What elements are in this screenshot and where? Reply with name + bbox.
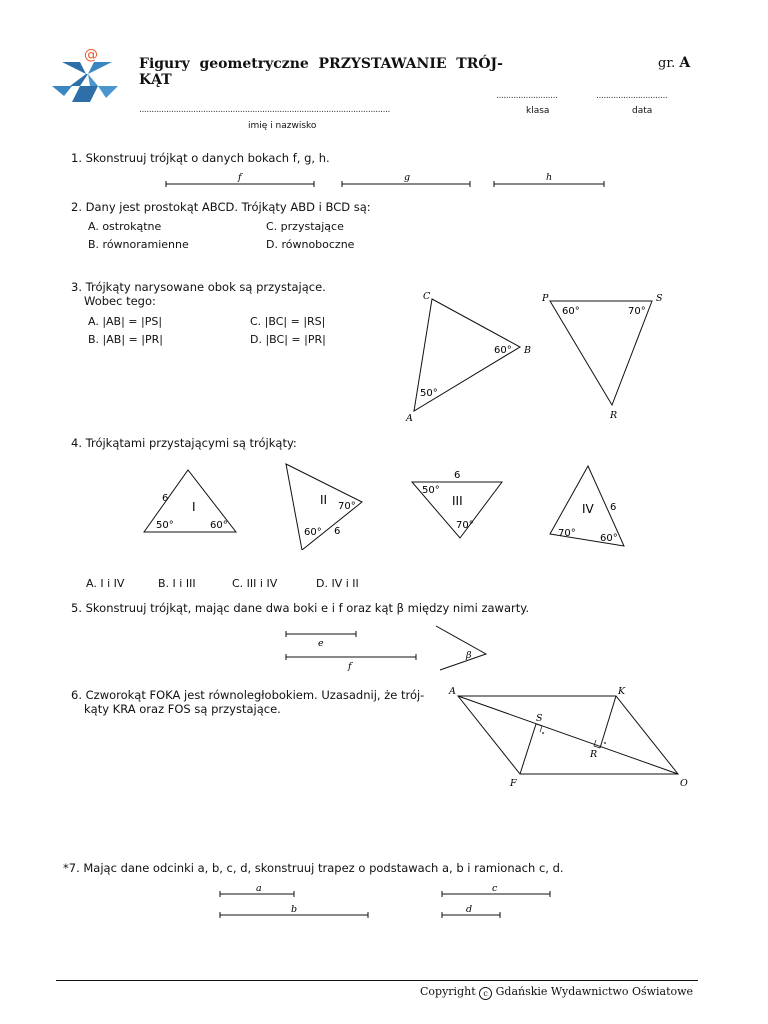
triangle-iii-side: 6 [454, 470, 461, 481]
class-field[interactable]: ......................... [496, 91, 558, 101]
segment-h [494, 172, 604, 187]
date-field-label: data [632, 106, 653, 116]
name-field-label: imię i nazwisko [248, 121, 317, 131]
logo-at-icon: @ [84, 47, 98, 63]
question-4-option-c[interactable]: C. III i IV [232, 577, 278, 590]
angle-beta-label: β [466, 650, 472, 661]
question-5-text: 5. Skonstruuj trójkąt, mając dane dwa boki e i f oraz kąt β między nimi zawarty. [71, 601, 530, 615]
worksheet-title [139, 56, 519, 88]
vertex-p: P [542, 293, 549, 304]
question-4-text: 4. Trójkątami przystającymi są trójkąty: [71, 436, 297, 450]
question-2-option-c[interactable]: C. przystające [266, 220, 344, 233]
question-3-figure [400, 285, 690, 425]
vertex-r6: R [590, 749, 598, 760]
question-2-option-b[interactable]: B. równoramienne [88, 238, 189, 251]
title-line-2: KĄT [139, 72, 172, 88]
question-1-text: 1. Skonstruuj trójkąt o danych bokach f, g, h. [71, 151, 330, 165]
segment-c [442, 883, 550, 897]
question-4-option-d[interactable]: D. IV i II [316, 577, 359, 590]
logo [50, 44, 122, 106]
segment-c-label: c [492, 883, 498, 894]
logo-graphic [50, 44, 122, 106]
vertex-r: R [610, 410, 618, 421]
triangle-i [144, 470, 236, 532]
publisher-name: Gdańskie Wydawnictwo Oświatowe [495, 985, 694, 998]
date-field[interactable]: ............................. [596, 91, 668, 101]
triangle-iv-angle-1: 70° [558, 528, 576, 539]
question-6-figure [440, 680, 700, 792]
question-4-figures [140, 460, 640, 550]
angle-s: 70° [628, 306, 646, 317]
question-1-segments [160, 170, 620, 192]
triangle-ii-side: 6 [334, 526, 341, 537]
question-3-option-d[interactable]: D. |BC| = |PR| [250, 333, 326, 346]
question-4-option-a[interactable]: A. I i IV [86, 577, 125, 590]
question-3-option-b[interactable]: B. |AB| = |PR| [88, 333, 163, 346]
segment-d-label: d [466, 904, 473, 915]
footer-divider [56, 980, 698, 981]
question-3-option-a[interactable]: A. |AB| = |PS| [88, 315, 163, 328]
vertex-o: O [680, 778, 688, 789]
triangle-ii-angle-1: 70° [338, 501, 356, 512]
triangle-iv [550, 466, 624, 546]
segment-f5-label: f [348, 661, 352, 672]
triangle-iii-angle-1: 50° [422, 485, 440, 496]
segment-f-label: f [238, 172, 242, 183]
question-5-figure [280, 620, 500, 672]
triangle-iv-angle-2: 60° [600, 533, 618, 544]
group-letter: A [679, 55, 691, 71]
group-prefix: gr. [658, 56, 676, 71]
segment-g [342, 172, 470, 187]
segment-d [442, 904, 500, 918]
segment-e [286, 631, 356, 649]
question-2-option-d[interactable]: D. równoboczne [266, 238, 355, 251]
copyright-word: Copyright [420, 985, 476, 998]
triangle-iii-angle-2: 70° [456, 520, 474, 531]
group-label [658, 55, 690, 71]
segment-f [166, 172, 314, 187]
question-7-text: *7. Mając dane odcinki a, b, c, d, skonstruuj trapez o podstawach a, b i ramionach c, d. [63, 861, 564, 875]
question-3-text-line-2: Wobec tego: [84, 294, 156, 308]
angle-a: 50° [420, 388, 438, 399]
triangle-i-angle-2: 60° [210, 520, 228, 531]
triangle-iii [412, 470, 502, 538]
vertex-c: C [423, 291, 431, 302]
question-6-text-line-1: 6. Czworokąt FOKA jest równoległobokiem. Uzasadnij, że trój- [71, 688, 425, 702]
segment-a [220, 883, 294, 897]
question-6-text-line-2: kąty KRA oraz FOS są przystające. [84, 702, 281, 716]
triangle-ii-angle-2: 60° [304, 527, 322, 538]
segment-a-label: a [256, 883, 262, 894]
segment-b-label: b [291, 904, 298, 915]
segment-g-label: g [404, 172, 411, 183]
class-field-label: klasa [526, 106, 550, 116]
name-field[interactable]: ...................................................................................................... [139, 105, 391, 115]
triangle-i-side: 6 [162, 493, 169, 504]
vertex-b: B [524, 345, 531, 356]
question-7-segments [214, 880, 564, 924]
triangle-iv-side: 6 [610, 502, 617, 513]
question-2-option-a[interactable]: A. ostrokątne [88, 220, 162, 233]
triangle-i-angle-1: 50° [156, 520, 174, 531]
vertex-a: A [406, 413, 413, 424]
segment-f5 [286, 654, 416, 672]
segment-b [220, 904, 368, 918]
angle-beta [436, 626, 486, 670]
angle-b: 60° [494, 345, 512, 356]
triangle-i-name: I [192, 500, 196, 514]
triangle-ii [286, 464, 362, 550]
segment-h-label: h [546, 172, 553, 183]
vertex-s6: S [536, 713, 543, 724]
vertex-k: K [618, 686, 626, 697]
question-4-option-b[interactable]: B. I i III [158, 577, 196, 590]
question-2-text: 2. Dany jest prostokąt ABCD. Trójkąty ABD i BCD są: [71, 200, 371, 214]
vertex-f: F [510, 778, 517, 789]
segment-e-label: e [318, 638, 324, 649]
footer-copyright [420, 985, 693, 1000]
question-3-option-c[interactable]: C. |BC| = |RS| [250, 315, 326, 328]
question-3-text-line-1: 3. Trójkąty narysowane obok są przystające. [71, 280, 326, 294]
title-line-1: Figury geometryczne PRZYSTAWANIE TRÓJ- [139, 56, 503, 72]
triangle-ii-name: II [320, 493, 328, 507]
triangle-iv-name: IV [582, 502, 594, 516]
copyright-icon: c [479, 987, 492, 1000]
angle-p: 60° [562, 306, 580, 317]
vertex-s: S [656, 293, 663, 304]
triangle-iii-name: III [452, 494, 463, 508]
vertex-a6: A [449, 686, 456, 697]
